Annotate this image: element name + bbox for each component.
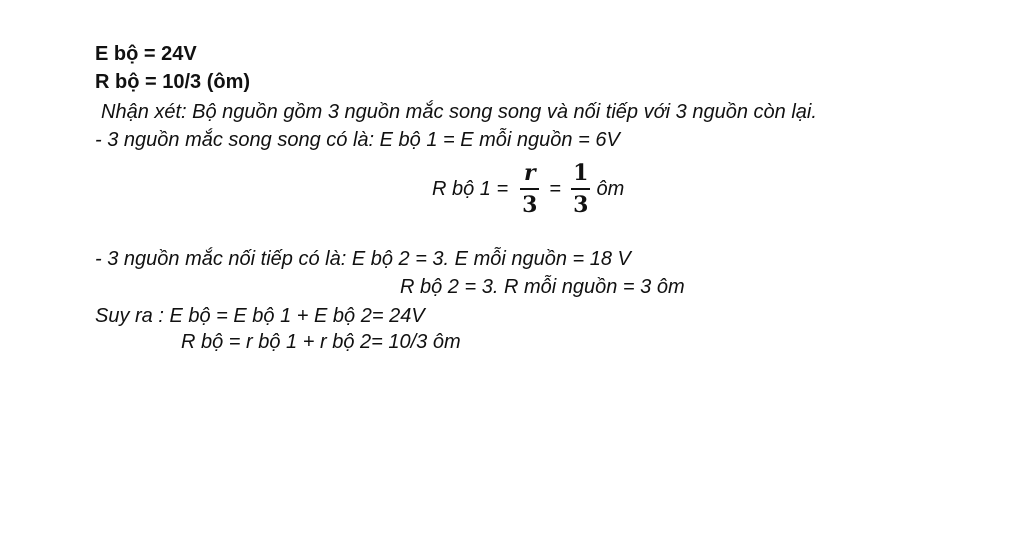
r-bo-line: R bộ = 10/3 (ôm) [95, 71, 251, 93]
suy-ra-line: Suy ra : E bộ = E bộ 1 + E bộ 2= 24V [95, 305, 425, 327]
e-bo-line: E bộ = 24V [95, 43, 197, 65]
song-song-line: - 3 nguồn mắc song song có là: E bộ 1 = E mỗi nguồn = 6V [95, 129, 620, 151]
fraction-1-over-3 [571, 160, 590, 218]
formula-equals: = [549, 177, 562, 200]
formula-r-bo-1 [432, 158, 624, 220]
fraction-denominator: 3 [522, 191, 538, 218]
fraction-numerator: 1 [573, 160, 589, 187]
fraction-r-over-3 [520, 160, 539, 218]
noi-tiep-line: - 3 nguồn mắc nối tiếp có là: E bộ 2 = 3. E mỗi nguồn = 18 V [95, 248, 631, 270]
formula-unit: ôm [596, 177, 625, 200]
formula-prefix: R bộ 1 = [432, 177, 509, 200]
fraction-bar [520, 188, 539, 190]
r-bo-2-line: R bộ 2 = 3. R mỗi nguồn = 3 ôm [400, 276, 685, 298]
nhan-xet-line: Nhận xét: Bộ nguồn gồm 3 nguồn mắc song song và nối tiếp với 3 nguồn còn lại. [101, 101, 817, 123]
fraction-numerator: r [524, 160, 536, 187]
r-tong-line: R bộ = r bộ 1 + r bộ 2= 10/3 ôm [181, 331, 461, 353]
fraction-bar [571, 188, 590, 190]
fraction-denominator: 3 [573, 191, 589, 218]
